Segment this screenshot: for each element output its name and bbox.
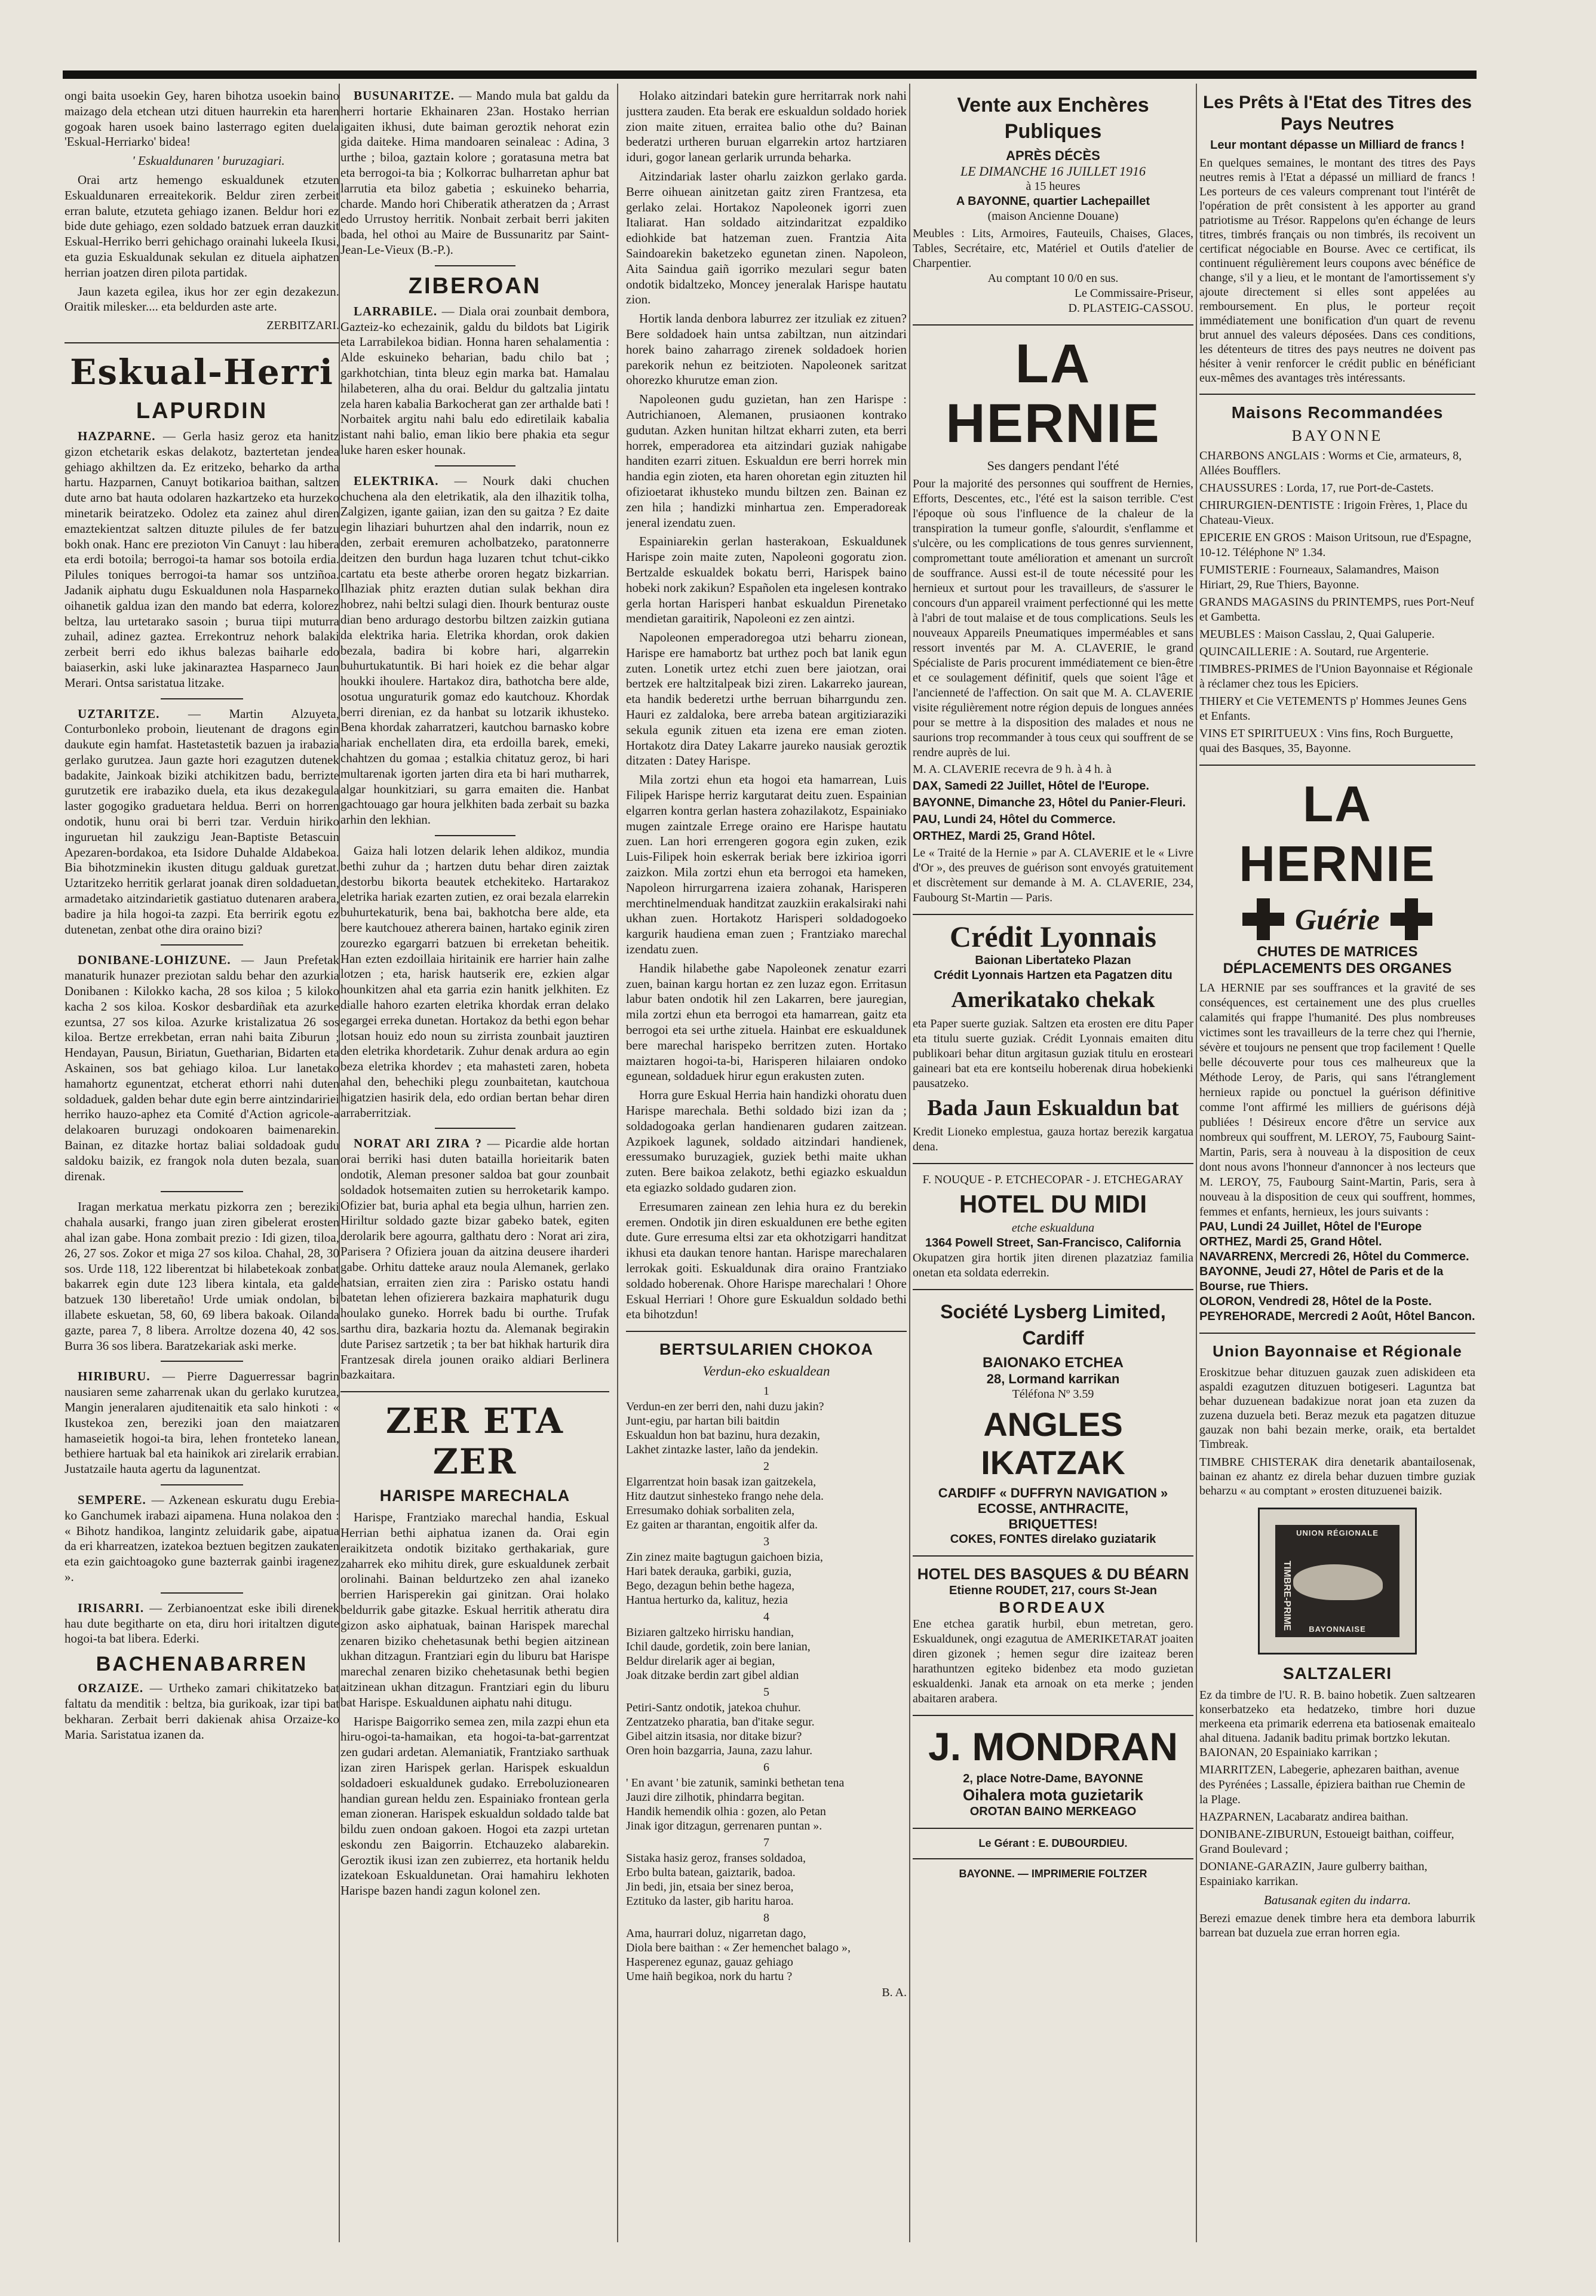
town-item: HAZPARNEN, Lacabaratz andirea baithan. <box>1199 1810 1408 1824</box>
visit-line: PAU, Lundi 24 Juillet, Hôtel de l'Europe <box>1199 1220 1422 1233</box>
hernie-guerie-ad <box>1199 774 1475 1324</box>
verse-line: Petiri-Santz ondotik, jatekoa chuhur. <box>626 1701 801 1715</box>
paragraph: Jaun kazeta egilea, ikus hor zer egin dezakezun. Oraitik milesker.... eta beldurden aste arte. <box>65 284 339 314</box>
paragraph: Orai artz hemengo eskualdunek etzuten Eskualdunaren erreaitekorik. Beldur ziren zerbeit erran balute, etzuteta gehiago izanen. Beldur hori ez bide dute gehiago, ezen soldado batzuek erran dauzkit Eskual-Herriko berri gehichago orainahi lukeela Ikusi, eta guzia Eskualdunak sekulan ez dituela aiphatzen herrian joatzen diren pilota partidak. <box>65 172 339 280</box>
ad-title: LA HERNIE <box>946 333 1161 454</box>
verse-line: Hantua herturko da, kalituz, hezia <box>626 1594 788 1607</box>
ad-owners: F. NOUQUE - P. ETCHECOPAR - J. ETCHEGARAY <box>922 1173 1184 1186</box>
ad-text: Pour la majorité des personnes qui souffrent de Hernies, Efforts, Descentes, etc., l'été est la saison terrible. C'est l'époque où sous l'influence de la chaleur de la transpiration la tumeur gonfle, s'alourdit, s'enflamme et s'ulcère, ou les complications de tous genres surviennent, compromettant toute amélioration et amenant un surcroît de souffrance. Aussi est-il de toute nécessité pour les hernieux et surtout pour les travailleurs, de s'assurer le concours d'un appareil vraiment perfectionné qui les mette à l'abri de tout malaise et de tous complications. Seuls les nouveaux Appareils Pneumatiques imperméables et sans ressort inventés par M. A. CLAVERIE, le grand Spécialiste de Paris procurent immédiatement ce bien-être et ce soulagement définitif, quels que soient l'âge et l'ancienneté de l'affection. On sait que M. A. CLAVERIE visite régulièrement notre région depuis de longues années pour se mettre à la disposition des malades et nous ne saurions trop recommander à tous ceux qui souffrent de se rendre auprès de lui. <box>913 477 1193 759</box>
ad-address: 28, Lormand karrikan <box>986 1371 1120 1386</box>
verse-number: 4 <box>763 1610 769 1624</box>
town-item: DONIBANE-ZIBURUN, Estoueigt baithan, coiffeur, Grand Boulevard ; <box>1199 1828 1454 1856</box>
article-text: — Mando mula bat galdu da herri hortarie Ekhainaren 23an. Hostako herrian igaiten ikhusi, dute baiman geroztik nehorat ezin gida daiteke. Hima mandoaren seinaleac : Adina, 3 urthe ; biloa, gaztain kolore ; goratasuna metra bat eta berrogoi-ta bia ; Kolkorrac bulharretan aphur bat larrutia eta biloz gabetia ; eskuineko beharria, charde. Mando hori Chiberatik atheratzen da ; Arrast edo Urrustoy herritik. Nonbait zerbait berri jakiten bada, hel othoi au Maire de Bussunaritz par Saint-Jean-Le-Vieux (B.-P.). <box>340 88 609 257</box>
article-paragraph <box>65 1681 339 1742</box>
article-text: — Diala orai zounbait dembora, Gazteiz-ko echezainik, galdu du bildots bat Ligirik eta Larrabilekoa bidian. Honna haren sehalamentia : Alde eskuineko beharian, badu chilo bat ; garkhotchian, tinta bleuz egin marka bat. Hamalau hilabeteren, alha du orai. Beldur du galtzalia jintatu zela haren kabalia Barkocherat gan zer arthalde bati ! Norbaitek argitu nahi balu edo ediretilaik kabalia istant nahi balio, eman likio bere phakia eta segur luke haren esker hounak. <box>340 303 609 457</box>
verse-line: Hari batek derauka, garbiki, guzia, <box>626 1565 792 1579</box>
verse-line: Eskualdun hon bat bazinu, hura dezakin, <box>626 1429 820 1442</box>
verse-number: 8 <box>763 1911 769 1925</box>
column-3 <box>626 88 907 2242</box>
visit-line: ORTHEZ, Mardi 25, Grand Hôtel. <box>1199 1235 1382 1248</box>
article-place: DONIBANE-LOHIZUNE. <box>78 953 231 968</box>
prets-title: Les Prêts à l'Etat des Titres des Pays Neutres <box>1202 93 1472 134</box>
divider <box>913 1555 1193 1557</box>
subsection-heading: Verdun-eko eskualdean <box>702 1364 830 1379</box>
verse-line: Ez gaiten ar tharantan, engoitik alfer da. <box>626 1518 818 1532</box>
ad-signature: D. PLASTEIG-CASSOU. <box>1068 302 1193 315</box>
ad-title: Crédit Lyonnais <box>950 920 1156 953</box>
masthead-eskual-herri: Eskual-Herri <box>70 351 334 392</box>
town-item: BAIONAN, 20 Espainiako karrikan ; <box>1199 1746 1378 1759</box>
article-text: — Pierre Daguerressar bagrin nausiaren seme zaharrenak ukan du gerlako kurutzea, Mangin jeneralaren ajuditenaitik eta salo hinkoti : « Ikustekoa zen, bereziki joan den maiatzaren hamaseietik hogoi-ta bira, lehen fronteteko lanean, bethiere hartuak bal eta hainikok ari zirelarik errabian. Justatzaile hauta agertu da lagunentzat. <box>65 1369 339 1477</box>
auction-ad <box>913 92 1193 316</box>
section-heading: ZER ETA ZER <box>385 1401 564 1482</box>
article-paragraph: Harispe Baigorriko semea zen, mila zazpi ehun eta hiru-ogoi-ta-hamaikan, eta hogoi-ta-bat-garrentzat zen gudari ardetan. Alemaniatik, Frantziako sarthuak izan ziren Harispek gerlan. Harispek eskualdun soldadoeri eskualdunek gudako. Erreboluzionearen handian gurean heldu zen. Espainiako frontean gerla eman zioneran. Harispek eskualdun soldado talde bat bildu zuen ondoan gakoen. Hogoi eta zazpi urtetan eskondu zen Baigorrin. Etchauzeko alabarekin. Geroztik ikusi izan zen zubierrez, eta hortanik heldu izatekoan Eskualdunetan. Orai hamahiru lekhoten Harispe bazen handi zagun kolonel zen. <box>340 1714 609 1898</box>
visit-line: NAVARRENX, Mercredi 26, Hôtel du Commerce. <box>1199 1250 1469 1263</box>
ad-city: BORDEAUX <box>999 1598 1107 1616</box>
ad-subtitle: APRÈS DÉCÈS <box>1006 148 1100 163</box>
closing-text: Berezi emazue denek timbre hera eta dembora laburrik barrean bat duzuela zue erran horren egia. <box>1199 1912 1475 1939</box>
section-heading: LAPURDIN <box>136 398 268 423</box>
paragraph: Napoleonen emperadoregoa utzi beharru zionean, Harispe ere hamabortz bat urthez poch bat lanik egun zuten. Lonetik urtez etchi zuen bere jaiotzan, orai bertzek ere haltzitalpeak bizi ziren. Lakarreko jaurean, eta handik bederetzi urthe berruan biharrgundu zen. Hauri ez zaldaloka, bere arreba batean argitiziaraziki sekula egunik zituen eta izena ere eman zioten. Hortakotz dira Datey Lakarre jaureko nausiak geroztik ditzaten : Datey Harispe. <box>626 630 907 768</box>
verse-line: Ama, haurrari doluz, nigarretan dago, <box>626 1927 806 1941</box>
visit-line: Le « Traité de la Hernie » par A. CLAVERIE et le « Livre d'Or », des preuves de guérison sont envoyés gratuitement et discrètement sur demande à M. A. CLAVERIE, 234, Faubourg St-Martin — Paris. <box>913 846 1193 904</box>
article-place: LARRABILE. <box>354 303 438 318</box>
column-5 <box>1199 88 1475 2242</box>
verse-line: Bego, dezagun behin bethe hageza, <box>626 1579 795 1593</box>
column-separator <box>617 84 618 2242</box>
article-text: — Jaun Prefetak manaturik hunazer preziotan saldu behar den azurkia Donibanen : Kilokko kacha, 28 sos kiloa ; 5 kiloko kacha 2 sos kiloa. Koskor desbardiñak eta azurke ezuntsa, 27 sos kiloa. Azurke kristalizatua 26 sos kiloa. Bertze errekbetan, erran nahi baita Ziburun ; Hendayan, Pausun, Biriatun, Guetharian, Bidarten eta Askainen, sos bat gehiago kiloa. Lur lanetako hamahortz egunentzat, etcherat ethorri nahi duten soldaduek, galden behar dute egin berre aintzindaririei herriko hauzo-aphez eta Comité d'Action agricole-a delakoaren buruzagi ondokoaren baimenarekin. Bainan, ez ditazke hortaz baliai soldadoak gudu saldoku baizik, ez frangok nola duten bezala, suan direnak. <box>65 953 339 1183</box>
divider <box>340 1391 609 1392</box>
paragraph: ' Eskualdunaren ' buruzagiari. <box>132 154 285 168</box>
divider <box>913 1858 1193 1859</box>
ad-signature: Le Commissaire-Priseur, <box>1074 287 1193 300</box>
subsection-heading: HARISPE MARECHALA <box>379 1487 570 1505</box>
verse-line: Junt-egiu, par hartan bili baitdin <box>626 1414 780 1428</box>
verse-line: Diola bere baithan : « Zer hemenchet balago », <box>626 1941 851 1955</box>
ad-highlight: Guérie <box>1295 903 1380 936</box>
ad-text: Ene etchea garatik hurbil, ebun metretan, gero. Eskualdunek, ongi ezagutua de AMERIKETARAT joaiten diren gizonek ; hemen segur dire izaiteaz beren harathuntzen egiteko bidenbez eta modo guzietan eskualdenki. Janak eta arnoak on eta merke ; jenden abaitaren arabera. <box>913 1617 1193 1705</box>
article-paragraph <box>65 1199 339 1353</box>
verse-line: Elgarrentzat hoin basak izan gaitzekela, <box>626 1475 817 1489</box>
top-rule <box>63 70 1477 79</box>
article-paragraph <box>65 429 339 691</box>
column-1 <box>65 88 339 2242</box>
divider <box>435 465 515 466</box>
article-text: Iragan merkatua merkatu pizkorra zen ; bereziki chahala ausarki, frango juan ziren gibelerat erosten ahal izan gabe. Hona zombait prezio : Idi gizen, tiloa, 26, 27 sos. Zokor et miga 27 sos kiloa. Chahal, 28, 30 sos. Urde 118, 122 liberentzat bi hilabetekoak zonbat bakarrek egin dute 123 libera kintala, eta galde batzuek 130 liberetaño! Urde umiak ondolan, bi illabete eskuetan, 58, 60, 69 libera bakoak. Oilanda gazte, parea 7, 8 libera. Arroltze dozena 40, 42 sos. Burra 36 sos libera. Baratzekariak aski merke. <box>65 1199 339 1353</box>
signature: B. A. <box>882 1986 907 2000</box>
column-2 <box>340 88 609 2242</box>
maison-item: VINS ET SPIRITUEUX : Vins fins, Roch Burguette, quai des Basques, 35, Bayonne. <box>1199 727 1453 755</box>
stamp-image <box>1258 1508 1417 1655</box>
ad-text: Kredit Lioneko emplestua, gauza hortaz berezik kargatua dena. <box>913 1125 1193 1153</box>
maison-item: GRANDS MAGASINS du PRINTEMPS, rues Port-Neuf et Gambetta. <box>1199 596 1475 624</box>
article-place: HAZPARNE. <box>78 428 156 443</box>
credit-lyonnais-ad <box>913 920 1193 1155</box>
article-place: ORZAIZE. <box>78 1681 144 1696</box>
verse-line: Oren hoin bazgarria, Jauna, zazu lahur. <box>626 1744 813 1758</box>
ad-line: COKES, FONTES direlako guziatarik <box>950 1533 1156 1546</box>
visit-line: ORTHEZ, Mardi 25, Grand Hôtel. <box>913 830 1095 843</box>
ad-title: Société Lysberg Limited, Cardiff <box>940 1301 1166 1349</box>
verse-line: Jinak igor ditzagun, gerrenaren puntan ». <box>626 1819 822 1833</box>
divider <box>626 1331 907 1332</box>
visit-line: PAU, Lundi 24, Hôtel du Commerce. <box>913 813 1116 826</box>
union-text: Eroskitzue behar dituzuen gauzak zuen adiskideen eta aspaldi ezagutzen dituzuen botigeseri. Laguntza bat behar duzuenean badakizue norat joan eta zuzen da zuzena duzuela beti. Beraz mezuk eta pagatzen dituzue gauzak non bahi bezain merke, oraik, eta bertaldet Timbreak. <box>1199 1366 1475 1451</box>
ad-items: Meubles : Lits, Armoires, Fauteuils, Chaises, Glaces, Tables, Secrétaire, etc, Matériel et Outils d'atelier de Charpentier. <box>913 227 1193 270</box>
verse-line: Handik hemendik olhia : gozen, alo Petan <box>626 1805 826 1819</box>
verse-line: Zentzatzeko pharatia, ban d'itake segur. <box>626 1715 815 1729</box>
ad-subtitle: CHUTES DE MATRICES DÉPLACEMENTS DES ORGANES <box>1223 944 1452 977</box>
divider <box>161 698 243 699</box>
lysberg-ad <box>913 1299 1193 1547</box>
ad-line: BRIQUETTES! <box>1008 1517 1098 1531</box>
ad-highlight: Amerikatako chekak <box>951 987 1155 1012</box>
paragraph: Napoleonen gudu guzietan, han zen Harispe : Autrichianoen, Alemanen, prusiaonen kontrako gudutan. Azken hunitan hiltzat ekharri zuten, eta berri horrek, emperadorea eta aitzindari guziak nahigabe handiten ezarri zituen. Eskualdun ere berri horrek min handia egin zioten, eta haren ohoretan egin zituzten hil ofizioetarat ikhusteko mundu biltzen zen. Bainan ez zen hila ; handizki minhartua zen. Emperadoreak jeneral izendatu zuen. <box>626 392 907 530</box>
gerant-line: Le Gérant : E. DUBOURDIEU. <box>978 1837 1128 1849</box>
town-item: MIARRITZEN, Labegerie, aphezaren baithan, avenue des Pyrénées ; Lassalle, épiziera baithan rue Chemin de la Plage. <box>1199 1763 1465 1806</box>
ad-text: Okupatzen gira hortik jiten direnen plazatziaz familia onetan eta soldata ederrekin. <box>913 1251 1193 1279</box>
article-text: — Nourk daki chuchen chuchena ala den eletrikatik, ala den ilhazitik tolha, Zalgizen, igante gaiian, izan den su gaitza ? Ez daite egin lihaziari buhurtzen ahal den indarrik, noun ez den, zerbait eremuren acholbatzeko, paratonnerre deitzen den burdun haga luzaren tchut tchut-cikko cartatu eta beste atherbe ororen hegatz bizkarrian. Ilhaziak phitz erazten dutian sulak bekhan dira hobrez, nahi beltzi sulagi dien. Ihourk benturaz ouste dian beno ardurago destorbu biltzen zaizkin gutiana da elektrika haria. Eletrika khordan, orok dakien bezala, badira bi kobre hari, algarrekin buhurtukatuntik. Bi hari hoiek ez die behar algar houkki ihoulere. Hartakoz dira, bathotcha bere alde, osotua unguraturik gomaz edo kautchouz. Khordak berri direnian, ez da hanbat su lotzarik ikhusteko. Bena khordak zaharratzeri, kautchou barnasko kobre hariak enchellaten dira, eta erdoilla barek, emeki, chahtzen du gomaa ; estalkia chitatuz geroz, bi hari multarenak igorten jarten dira eta bi hari mutharrek, algar hounkitziari, su garra emaiten die. Hanbat gachtouago gar houra jelkhiten bada zerbait su bazka arhin den lekhian. <box>340 473 609 827</box>
stamp-top-text: UNION RÉGIONALE <box>1296 1528 1379 1537</box>
article-paragraph <box>65 953 339 1184</box>
ad-subtitle: etche eskualduna <box>1011 1221 1095 1235</box>
paragraph: Hortik landa denbora laburrez zer itzuliak ez zituen? Bere soldadoek hain untsa zabiltzan, nun aitzindari horek baino zaharrago zirenek soldadoek horien parekorik nehun ez beitzioten. Napoleonek saritzat ohorezko khurutze eman zion. <box>626 311 907 388</box>
ad-highlight: Bada Jaun Eskualdun bat <box>927 1095 1179 1121</box>
hotel-du-midi-ad <box>913 1172 1193 1281</box>
cross-icon <box>1391 898 1432 940</box>
paragraph: Horra gure Eskual Herria hain handizki ohoratu duen Harispe marechala. Bethi soldado bizi izan da ; soldadogoaka gerlan handienaren gudaren zaitzean. Azpikoek lagunek, soldado aitzindari handienek, eressumako buruzagiek, guziek bethi maite ukhan zuten. Bere baikoa zelakotz, bethi egiazko eskualdun eta egiazko soldado gudaren zion. <box>626 1088 907 1195</box>
verse-line: Ichil daude, gordetik, zoin bere lanian, <box>626 1640 811 1654</box>
divider <box>435 1128 515 1129</box>
verse-line: Beldur direlarik ager ai begian, <box>626 1655 775 1668</box>
verse-line: Zin zinez maite bagtugun gaichoen bizia, <box>626 1551 823 1564</box>
maison-item: FUMISTERIE : Fourneaux, Salamandres, Maison Hiriart, 29, Rue Thiers, Bayonne. <box>1199 563 1440 591</box>
verse-number: 7 <box>763 1836 769 1850</box>
ad-title: HOTEL DU MIDI <box>959 1190 1147 1218</box>
visit-line: BAYONNE, Jeudi 27, Hôtel de Paris et de la Bourse, rue Thiers. <box>1199 1265 1444 1293</box>
verse-number: 5 <box>763 1686 769 1699</box>
printer-line: BAYONNE. — IMPRIMERIE FOLTZER <box>959 1868 1147 1880</box>
article-place: NORAT ARI ZIRA ? <box>354 1136 483 1151</box>
cross-icon <box>1242 898 1284 940</box>
paragraph: Erresumaren zainean zen lehia hura ez du berekin eremen. Ondotik jin diren eskualdunen ere bethe egiten dute. Gure erresuma eltsi zar eta okhotzigarri handitzat ikhusi eta daukan tenore hantan. Harispe marechalaren lerrokak goiti. Eskualdunak dira oraino Frantziako soldado hoberenak. Ohore Harispe marechalari ! Ohore Eskual Herriari ! Ohore gure Eskualdun soldado bethi eta bihotzdun! <box>626 1199 907 1322</box>
divider <box>1199 1333 1475 1334</box>
verse-line: Jin bedi, jin, etsaia ber sinez beroa, <box>626 1880 794 1894</box>
article-text: Harispe, Frantziako marechal handia, Eskual Herrian bethi aiphatua izanen da. Orai egin eraikitzeta ondotik bizitako gerthakariak, gure zaharrek eko mihitu direk, gure eskualdunek zerbait orolinahi. Bainan beldurtzeko zen ahal izaneko berrien Harisperekin gai ginitzan. Orai holako beldurrik gabe gitazke. Eskual herritik atheratu dira gizon asko aiphatuak, bainan Harispek marechal zenaren biziko chehetasunak bethi begien aitzinean ukhan ditzagun. Frantziari egin du liburu bat Harispe marechal zenaren biziko chehetasunak bethi begien aitzinean ukhan ditzagun. Frantziari egin du liburu bat Harispe. Eskualdunen aiphatu nahi ditugu. <box>340 1510 609 1709</box>
hernie-ad <box>913 334 1193 905</box>
article-text: — Martin Alzuyeta, Conturbonleko proboin, lieutenant de dragons egin daukute egin hamfat. Hastetastetik bazuen ja irabazia gerlako gurutzea. Jaun gazte hori ezagutzen dutenek badakite, Jainkoak biziki atchikitzen badu, berrizte gurutzetik ere irabaziko duela, eta ikus dezakegula laster gogogiko graduetara heldua. Berri on horren ondotik, hunu orai bi berri tzar. Verduin hiriko inguruetan hil zaukzigu Jean-Baptiste Betascuin Apezaren-bordakoa, eta Isidore Duhalde Aldabekoa. Bia bihotzminekin ikusten ditugu galduak guretzat. Uztaritzeko herritik gerlarat joanak diren soldaduetan, armadetako aitzindarietik gastiatuo dutenaren arabera, badire ja hila hogoi-ta zazpi. Eta berririk egotu ez dutenetan, zenbat othe dira oraino bizi? <box>65 706 339 937</box>
ad-place: A BAYONNE, quartier Lachepaillet <box>956 195 1150 208</box>
ad-address: 1364 Powell Street, San-Francisco, California <box>925 1236 1181 1250</box>
verse-line: Erresumako dohiak sorbaliten zela, <box>626 1504 795 1518</box>
paragraph: Handik hilabethe gabe Napoleonek zenatur ezarri zuen, bainan kargu hortan ez zen luzaz egon. Erritasun labur baten ondotik hil zen Lakarren, bere jauregian, mila zortzi ehun eta berrogoi eta hamarrean, gaitz eta berrogoi eta sei urthe zituela. Hainbat ere eskualdunek bere marechal harispeko berritzen zuten. Hortako maiztaren hogoi-ta-bi, Harisperen hilaiaren ondoko egunean, soldaduek hirur egun erakusten zuten. <box>626 960 907 1083</box>
ad-date: LE DIMANCHE 16 JUILLET 1916 <box>960 164 1146 179</box>
ad-payment: Au comptant 10 0/0 en sus. <box>987 272 1119 285</box>
article-place: BUSUNARITZE. <box>354 88 455 103</box>
verse-line: Ume haiñ begikoa, nork du hartu ? <box>626 1970 793 1984</box>
verse-line: Joak ditzake berdin zart gibel aldian <box>626 1669 799 1683</box>
article-paragraph <box>65 1601 339 1647</box>
ad-highlight: ANGLES IKATZAK <box>981 1405 1125 1481</box>
ad-title: HOTEL DES BASQUES & DU BÉARN <box>917 1565 1189 1583</box>
divider <box>913 914 1193 915</box>
paragraph: Holako aitzindari batekin gure herritarrak nork nahi justtera zauden. Eta berak ere eskualdun soldado horiek zion maite zituen, erraitea balio othe du? Bainan bederatzi urtheren buruan elgarrekin artoz hartziaren iduri, gogor lanean gerlarik urrunda beharka. <box>626 88 907 165</box>
article-text: — Azkenean eskuratu dugu Erebia-ko Ganchumek irabazi aipamena. Huna nolakoa den : « Bihotz handikoa, langintz zeluidarik gabe, aipatua da eri kharreatzen, izatekoa beztuen begitzen zaukaten eta ezin gaichtoagoko gune bazterrak gainbi iragenez ». <box>65 1492 339 1584</box>
article-paragraph <box>340 843 609 1121</box>
prets-text: En quelques semaines, le montant des titres des Pays neutres remis à l'Etat a dépassé un milliard de francs ! Les porteurs de ces valeurs comprenant tout l'intérêt de l'opération de prêt consistent à les apporter au grand patriotisme au Trésor. Rappelons qu'en échange de leurs titres, timbrés français ou non timbrés, ils recoivent un certificat négociable en Bourse. Avec ce certificat, ils continuent régulièrement leurs coupons avec bénéfice de change, s'il y a lieu, et le montant de l'amortissement s'y ajoute directement si elles sont appelées au remboursement. En plus, le porteur reçoit immédiatement une bonification d'un quart de revenu brut annuel des valeurs déposées. Dans ces conditions, les détenteurs de titres des pays neutres ne doivent pas hésiter à venir renforcer le crédit public en bénéficiant eux-mêmes des avantages très intéressants. <box>1199 156 1475 385</box>
visit-line: OLORON, Vendredi 28, Hôtel de la Poste. <box>1199 1295 1432 1308</box>
verse-line: Gibel aitzin itsasia, nor ditake bizur? <box>626 1730 802 1744</box>
verse-line: Jauzi dire zilhotik, phindarra begitan. <box>626 1791 805 1804</box>
verse-line: Verdun-en zer berri den, nahi duzu jakin? <box>626 1400 824 1414</box>
column-4 <box>913 88 1193 2242</box>
ad-line: CARDIFF « DUFFRYN NAVIGATION » <box>938 1485 1168 1500</box>
visit-line: PEYREHORADE, Mercredi 2 Août, Hôtel Bancon. <box>1199 1310 1475 1323</box>
ad-time: à 15 heures <box>1026 180 1081 193</box>
maison-item: EPICERIE EN GROS : Maison Uritsoun, rue d'Espagne, 10-12. Téléphone Nº 1.34. <box>1199 531 1472 559</box>
section-heading: BERTSULARIEN CHOKOA <box>659 1340 873 1359</box>
article-paragraph <box>65 707 339 938</box>
prets-subtitle: Leur montant dépasse un Milliard de francs ! <box>1210 139 1465 152</box>
ad-subtitle: BAIONAKO ETCHEA <box>982 1355 1124 1371</box>
divider <box>913 1163 1193 1164</box>
divider <box>161 1361 243 1362</box>
divider <box>161 944 243 946</box>
verse-line: Hitz dautzut sinhesteko frango nehe dela. <box>626 1490 824 1503</box>
divider <box>161 1484 243 1485</box>
article-paragraph <box>340 304 609 458</box>
divider <box>65 342 339 343</box>
paragraph: Mila zortzi ehun eta hogoi eta hamarrean, Luis Filipek Harispe herriz kargutarat deitu zuen. Espainian elgarren kontra gerlan hastera zohazilakotz, Espainiako mugen zaintzale Errege oraino ere Harispe hautatu zuen. Lan hori errengeren gogora egin zuken, ezik Luis-Filipek hoin eskerrak beriak bere izkirioa igorri zaizkon. Mila zortzi ehun eta berrogoi eta hameken, Napoleon hirrurgarrena izaiera zohanak, Harisperen merchtinelmenduak handitzat zauzkiin erakalsiraki nahi ukhan zuen. Hortakotz Harisperi soldadogoeko kargurik haudiena eman zuen ; Frantziako marechal izendatu zuen. <box>626 772 907 957</box>
stamp-bottom-text: BAYONNAISE <box>1309 1625 1366 1634</box>
article-place: SEMPERE. <box>78 1492 146 1507</box>
section-heading: BACHENABARREN <box>96 1653 308 1676</box>
column-separator <box>1196 84 1197 2242</box>
verse-line: Erbo bulta batean, gaiztarik, badoa. <box>626 1866 796 1880</box>
hotel-basques-ad <box>913 1565 1193 1706</box>
ad-line: ECOSSE, ANTHRACITE, <box>977 1501 1129 1516</box>
closing-motto: Batusanak egiten du indarra. <box>1263 1893 1411 1907</box>
visit-line: M. A. CLAVERIE recevra de 9 h. à 4 h. à <box>913 763 1112 776</box>
article-place: IRISARRI. <box>78 1600 145 1615</box>
paragraph: Aitzindariak laster oharlu zaizkon gerlako garda. Berre oihuean ainitzetan gaitz ziren Frantzesa, eta gerlako zelai. Hortakoz Napoleonek igorri zuen Italiarat. Han soldado aitzindaritzat ezpaldiko ediohkide bat hatzeman zuen. Frantzia Aita Saindoarekin baketzeko egunetan zinen. Napoleon, Aita Saindua gaiñ igorriko mezulari segur baten ondotik bidaltzeko, Moncey jeneralak Harispe hautatu zion. <box>626 168 907 307</box>
maison-item: CHIRURGIEN-DENTISTE : Irigoin Frères, 1, Place du Chateau-Vieux. <box>1199 499 1468 527</box>
verse-number: 3 <box>763 1535 769 1549</box>
verse-line: Sistaka hasiz geroz, franses soldadoa, <box>626 1852 806 1865</box>
maison-item: CHARBONS ANGLAIS : Worms et Cie, armateurs, 8, Allées Boufflers. <box>1199 449 1462 477</box>
ad-text: eta Paper suerte guziak. Saltzen eta erosten ere ditu Paper eta titulu suerte guziak. Crédit Lyonnais emaiten ditu publikoari behar ditun argitasun guziak titulu en erosteari gaineari bat eta ere kontseilu hoberenak dirua hobekienki pausatzeko. <box>913 1017 1193 1090</box>
column-separator <box>909 84 910 2242</box>
maison-item: THIERY et Cie VETEMENTS p' Hommes Jeunes Gens et Enfants. <box>1199 695 1467 723</box>
divider <box>1199 394 1475 395</box>
article-paragraph <box>340 1136 609 1383</box>
ad-subtitle: Ses dangers pendant l'été <box>987 458 1119 473</box>
mondran-ad <box>913 1724 1193 1819</box>
article-paragraph <box>340 474 609 828</box>
ad-phone: Téléfona Nº 3.59 <box>1012 1388 1094 1401</box>
article-text: — Picardie alde hortan orai berriki hasi duten batailla horieitarik baten ondotik, Aleman presoner saldoa bat gour zounbait soldadok hotsemaiten zutien su herroketarik kampo. Ofizier bat, buria aphal eta begia ulhun, harrien zen. Hiriltur soldado gazte bizar gabeko batek, egiten derolarik bere agourra, galthatu dero : Norat ari zira, Parisera ? Ofiziera jouan da aitzina deusere iharderi gabe. Orhitu datteke arauz noula Alemanek, gerlako hatsian, erraiten zien zira : Parisko ostatu handi batetan lehen ofizierera bazkaira maphaturik dugu houlako guneko. Horrek badu bi ourthe. Trufak sarthu dira, bazkaria hoztu da. Alemanak begirakin dute Parisez sartzetik ; ta ber bat hikhak harturik dira Frantzesak direla jounen oraiko aldiari Berlinera bazkaitara. <box>340 1136 609 1382</box>
article-paragraph <box>65 1493 339 1585</box>
verse-number: 1 <box>763 1385 769 1398</box>
verse-number: 2 <box>763 1460 769 1474</box>
maisons-city: BAYONNE <box>1291 427 1383 444</box>
timbre-text: TIMBRE CHISTERAK dira denetarik abantailosenak, bainan ez ahantz ez direla behar duzuen timbre guziak beharzu « au comptant » erosten dituzuenei baizik. <box>1199 1456 1475 1497</box>
article-text: — Zerbianoentzat eske ibili direnek hau dute begitharte on eta, diru hori iritaltzen digute hogoi-ta bat libera. Ederki. <box>65 1600 339 1646</box>
article-place: UZTARITZE. <box>78 706 160 721</box>
article-text: Gaiza hali lotzen delarik lehen aldikoz, mundia bethi zuhur da ; hartzen dutu behar diren zaiztak destorbu bikorta beautek etchekiteko. Hartarakoz eletrika hariak ezarten zutien, ez orai bezala elarrekin buhurtekaturik, bena bai, bakhotcha bere alde, eta bere kautchouez atherera bainen, hartako eginik ziren zourezko egargarri batzuen bi erreketan beheitik. Han ezten ezdoillaia hiritainik ere harrier hain zalhe lotzen ; eta, harisk hautserik ere, ezkien algar hounkitzen ahal eta garria ezin hanitk jelkhiten. Ez dialle hahoro ezarten eletrika khordak erran delako egargei erreka dunetan. Hortakoz da bethi egon behar lotsan houiz edo noun su zirrista zounbait jauztiren den eletrika khordetarik. Zuhur denak ardura ao egin beza eletrika khordev ; eta mahasteti zaren, hobeta ahal den, behechiki plegu zounbaitetan, kautchoua higatzien hasirik dela, edo ordian bertan behar diren arraberritziak. <box>340 843 609 1120</box>
stamp-value-text: TIMBRE-PRIME <box>1282 1561 1292 1631</box>
ad-title: LA HERNIE <box>1239 776 1436 892</box>
visit-line: DAX, Samedi 22 Juillet, Hôtel de l'Europe. <box>913 779 1149 793</box>
ad-line: OROTAN BAINO MERKEAGO <box>969 1805 1137 1818</box>
ad-title: J. MONDRAN <box>928 1724 1178 1769</box>
divider <box>913 324 1193 326</box>
union-title: Union Bayonnaise et Régionale <box>1213 1342 1462 1360</box>
saltzaleri-title: SALTZALERI <box>1282 1664 1392 1683</box>
article-paragraph <box>65 1369 339 1477</box>
ad-text: LA HERNIE par ses souffrances et la gravité de ses conséquences, est certainement une des plus cruelles calamités qui frappe l'humanité. Des plus nombreuses victimes sont les travailleurs de la terre chez qui l'hernie, sévère et toujours ne pensent que trop facilement ! Quelle belle découverte pour tous ces malheureux que la Méthode Leroy, de Paris, qui sans l'étranglement hernieux rapide ou ponctuel la guérison définitive comme l'ont affirmé les milliers de guérisons déjà publiées ! Désireux encore d'être un service aux nombreux qui souffrent, M. LEROY, 75, Faubourg Saint-Martin, Paris, sera à nouveau à la disposition de ceux dont nous avons l'honneur d'annoncer à nos lecteurs que M. LEROY, 75, Faubourg Saint-Martin, Paris, sera à nouveau à la disposition de ceux qui souffrent, hommes, femmes et enfants, hernieux, les jours suivants : <box>1199 981 1475 1218</box>
verse-line: Biziaren galtzeko hirrisku handian, <box>626 1626 794 1640</box>
maison-item: TIMBRES-PRIMES de l'Union Bayonnaise et Régionale à réclamer chez tous les Epiciers. <box>1199 662 1473 690</box>
divider <box>161 1592 243 1594</box>
verse-line: ' En avant ' bie zatunik, saminki bethetan tena <box>626 1776 845 1790</box>
maison-item: QUINCAILLERIE : A. Soutard, rue Argenterie. <box>1199 645 1429 658</box>
ad-line: Crédit Lyonnais Hartzen eta Pagatzen ditu <box>934 969 1173 982</box>
paragraph: Espainiarekin gerlan hasterakoan, Eskualdunek Harispe zoin maite zuten, Napoleoni gogoratu zion. Bertzalde eskualdek bokatu berri, Harispek baino hobeki nork zakikun? Españolen eta ingelesen kontrako gerla hortan Harisperi hanbat eskualdun Pirenetako mendietan garaitirik, Napoleoni ez zen aintzi. <box>626 534 907 626</box>
divider <box>913 1289 1193 1290</box>
ad-address: Etienne ROUDET, 217, cours St-Jean <box>949 1584 1157 1597</box>
verse-line: Lakhet zintazke laster, laño da jendekin. <box>626 1443 818 1457</box>
ad-address: 2, place Notre-Dame, BAYONNE <box>963 1772 1143 1785</box>
article-text: — Gerla hasiz geroz eta hanitz gizon etchetarik eskas delakotz, baztertetan jendea gehiago akhiltzen da. Ez eritzeko, beharko da artha hartu. Hazparnen, Canuyt botikarioa baithan, saltzen dute arno bat hauta odolaren hazkartzeko eta hurzeko minetarik beiratzeko. Odolez eta zainez ahul diren emaztekientzat saltzen dituzte pilules de fer batzu bokh onak. Hanc ere prezioton Vin Canuyt : lau hibera eta erdi botoila; berrogoi-ta hamar sos botoila erdia. Pilules toniques berrogoi-ta hamar sos untziñoa. Jadanik aiphatu dugu Eskualdunen nola Hasparneko oihanetik galdua izan den mando bat ederra, kolorez beltza, lau urtetarako sasoin ; burua tiipi muturra zuhail, adinez gaztea. Errekontruz nehork balaki zerbeit berri edo ikhus balezas baiharle edo baiaserkin, aski luke jakinaraztea Hasparneco Jaun Merari. Ontsa saristatua litzake. <box>65 428 339 690</box>
seal-picture <box>1293 1564 1383 1600</box>
maison-item: CHAUSSURES : Lorda, 17, rue Port-de-Castets. <box>1199 481 1434 495</box>
divider <box>435 265 515 266</box>
verse-line: Eztituko da laster, gib haritu haroa. <box>626 1895 794 1908</box>
divider <box>161 1191 243 1192</box>
divider <box>913 1828 1193 1829</box>
signature: ZERBITZARI. <box>266 319 339 333</box>
maison-item: MEUBLES : Maison Casslau, 2, Quai Galuperie. <box>1199 628 1435 641</box>
article-place: HIRIBURU. <box>78 1369 151 1384</box>
article-text: — Urtheko zamari chikitatzeko bat faltatu da menditik : beltza, bia gurikoak, izar tipi bat bekharan. Zerbait berri dakienak ahisa Orzaize-ko Maria. Saristatua izanen da. <box>65 1681 339 1742</box>
section-heading: ZIBEROAN <box>408 273 542 299</box>
paragraph: ongi baita usoekin Gey, haren bihotza usoekin baino maizago dela etchean utzi dituen haurrekin eta haren gogoak haren usoek baino lasterrago egiten duela 'Eskual-Herriarko' bidea! <box>65 88 339 149</box>
divider <box>1199 765 1475 766</box>
article-place: ELEKTRIKA. <box>354 473 439 488</box>
article-paragraph <box>340 1510 609 1710</box>
ad-house: (maison Ancienne Douane) <box>987 210 1119 223</box>
maisons-title: Maisons Recommandées <box>1231 403 1444 422</box>
ad-subtitle: Baionan Libertateko Plazan <box>975 954 1131 967</box>
verse-number: 6 <box>763 1761 769 1775</box>
ad-line: Oihalera mota guzietarik <box>963 1786 1143 1804</box>
visit-line: BAYONNE, Dimanche 23, Hôtel du Panier-Fleuri. <box>913 796 1186 809</box>
divider <box>435 835 515 836</box>
article-paragraph <box>340 88 609 258</box>
saltzaleri-text: Ez da timbre de l'U. R. B. baino hobetik. Zuen saltzearen konserbatzeko eta hedatzeko, timbre hori duzue merkeena eta primarik ederrena eta batiosenak emaitealo ahal dituena. Jadanik baditu primak bortzko lekutan. <box>1199 1689 1475 1745</box>
town-item: DONIANE-GARAZIN, Jaure gulberry baithan, Espainiako karrikan. <box>1199 1860 1428 1888</box>
verse-line: Hasperenez egunaz, gauaz gehiago <box>626 1956 793 1969</box>
divider <box>913 1715 1193 1716</box>
ad-title: Vente aux Enchères Publiques <box>957 94 1149 143</box>
